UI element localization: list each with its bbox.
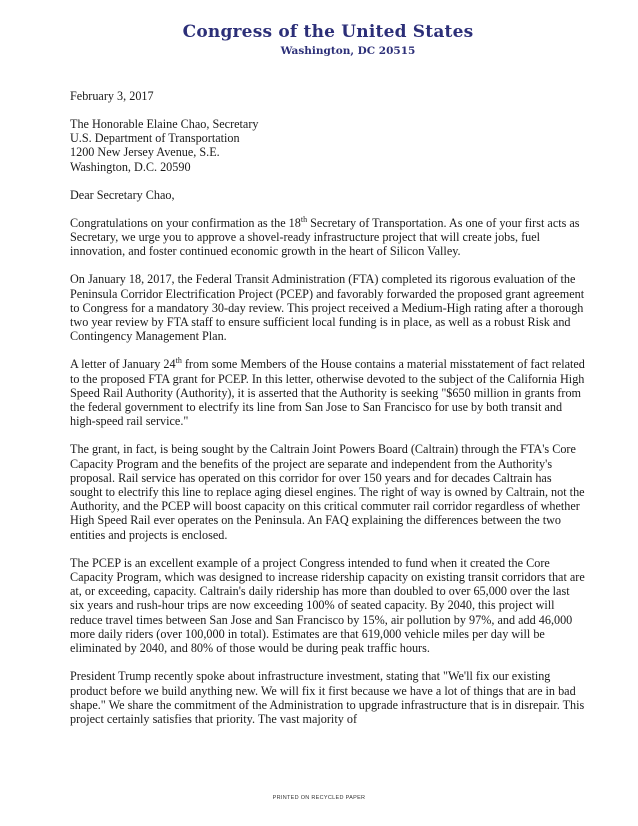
recipient-line: The Honorable Elaine Chao, Secretary <box>70 117 259 131</box>
letter-date: February 3, 2017 <box>70 89 154 103</box>
paragraph-grant-facts: The grant, in fact, is being sought by the Caltrain Joint Powers Board (Caltrain) through the FTA's Core Capacity Program and the benefits of the project are separate and independent from the Authority's proposal. Rail service has operated on this corridor for over 150 years and for decades Caltrain has sought to electrify this line to replace aging diesel engines. The right of way is owned by Caltrain, not the Authority, and the PCEP will boost capacity on this critical commuter rail corridor regardless of whether High Speed Rail ever operates on the Peninsula. An FAQ explaining the differences between the two entities and projects is enclosed. <box>70 442 585 542</box>
paragraph-fta-evaluation: On January 18, 2017, the Federal Transit Administration (FTA) completed its rigorous evaluation of the Peninsula Corridor Electrification Project (PCEP) and favorably forwarded the proposed grant agreement to Congress for a mandatory 30-day review. This project received a Medium-High rating after a thorough two year review by FTA staff to ensure sufficient local funding is in place, as well as a robust Risk and Contingency Management Plan. <box>70 272 585 344</box>
salutation: Dear Secretary Chao, <box>70 187 175 202</box>
paragraph-infrastructure: President Trump recently spoke about infrastructure investment, stating that "We'll fix our existing product before we build anything new. We will fix it first because we have a lot of things that are in bad shape." We share the commitment of the Administration to upgrade infrastructure that is in disrepair. This project certainly satisfies that priority. The vast majority of <box>70 669 585 726</box>
paragraph-text: A letter of January 24 <box>70 357 176 372</box>
paragraph-congratulations <box>70 216 586 259</box>
letterhead-title: Congress of the United States <box>182 22 474 42</box>
paragraph-text: Congratulations on your confirmation as the 18 <box>70 215 301 230</box>
recipient-address <box>70 117 586 174</box>
paragraph-misstatement <box>70 357 586 428</box>
paragraph-text: from some Members of the House contains a material misstatement of fact related to the proposed FTA grant for PCEP. In this letter, otherwise devoted to the subject of the California High Speed Rail Authority (Authority), it is asserted that the Authority is seeking "$650 million in grants from the federal government to electrify its line from San Jose to San Francisco for use by both transit and high-speed rail service." <box>70 357 585 429</box>
recipient-line: U.S. Department of Transportation <box>70 131 240 146</box>
ordinal-suffix: th <box>300 214 308 224</box>
recipient-line: Washington, D.C. 20590 <box>70 159 191 174</box>
printed-on-recycled-paper-note: PRINTED ON RECYCLED PAPER <box>272 795 366 801</box>
letterhead <box>70 0 586 57</box>
recipient-line: 1200 New Jersey Avenue, S.E. <box>70 145 220 160</box>
ordinal-suffix: th <box>175 356 182 366</box>
paragraph-core-capacity: The PCEP is an excellent example of a project Congress intended to fund when it created the Core Capacity Program, which was designed to increase ridership capacity on existing transit corridors that are at, or exceeding, capacity. Caltrain's daily ridership has more than doubled to over 65,000 over the last six years and rush-hour trips are now exceeding 100% of seated capacity. By 2040, this project will reduce travel times between San Jose and San Francisco by 15%, air pollution by 97%, and add 46,000 more daily riders (over 100,000 in total). Estimates are that 619,000 vehicle miles per day will be eliminated by 2040, and 80% of those would be during peak traffic hours. <box>70 555 585 656</box>
letterhead-address: Washington, DC 20515 <box>280 45 416 57</box>
paragraph-text: Secretary of Transportation. As one of your first acts as Secretary, we urge you to approve a shovel-ready infrastructure project that will create jobs, fuel innovation, and foster continued economic growth in the heart of Silicon Valley. <box>70 215 580 259</box>
